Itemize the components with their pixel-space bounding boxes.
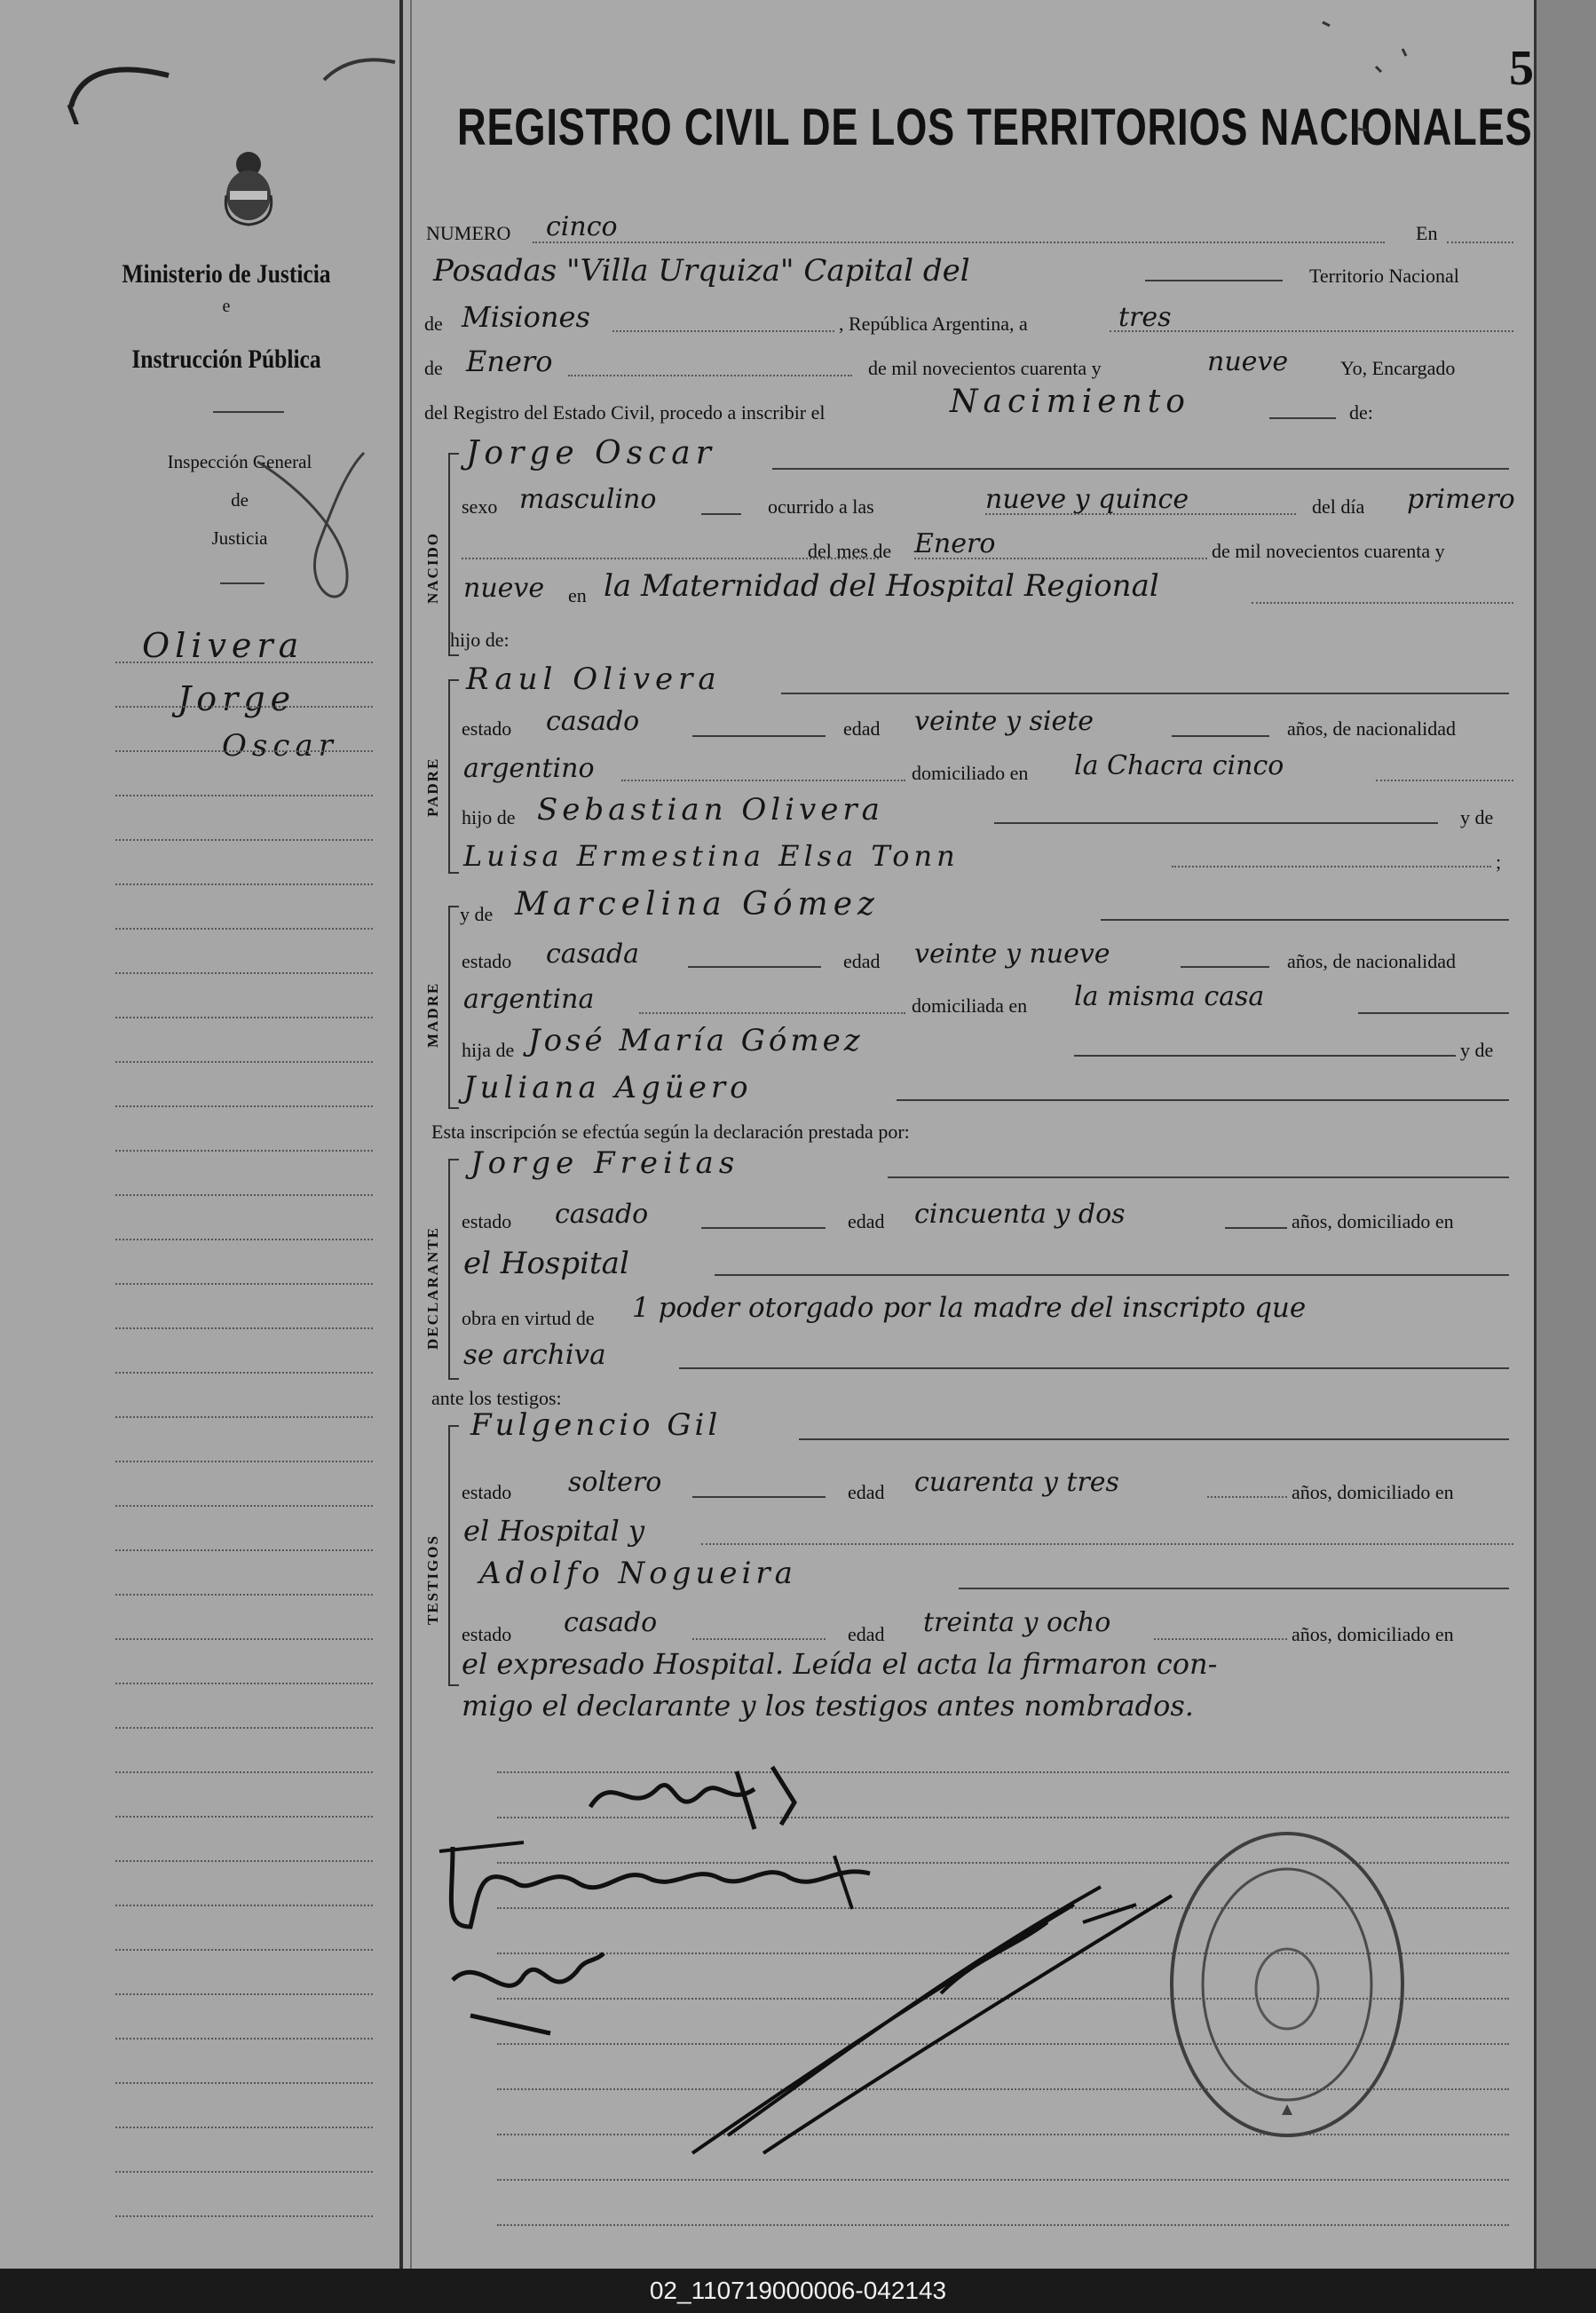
- ministry-line1: Ministerio de Justicia: [122, 259, 331, 289]
- padre-section-label: PADRE: [424, 756, 441, 817]
- inspection-line1: Inspección General: [167, 451, 312, 472]
- numero-label: NUMERO: [426, 222, 511, 244]
- place-value: Posadas "Villa Urquiza" Capital del: [433, 253, 970, 289]
- sidebar-ruled-line: [115, 1905, 373, 1906]
- testigos-intro-label: ante los testigos:: [431, 1387, 562, 1409]
- padre-name: Raul Olivera: [466, 661, 722, 697]
- testigo2-anos-label: años, domiciliado en: [1292, 1623, 1454, 1645]
- madre-edad-label: edad: [843, 950, 881, 972]
- nacido-section-label: NACIDO: [424, 532, 441, 604]
- section-bracket: [448, 679, 459, 874]
- fill-line: [781, 693, 1509, 694]
- madre-anos-label: años, de nacionalidad: [1287, 950, 1456, 972]
- fill-line: [639, 1012, 905, 1014]
- page-number: 5: [1509, 41, 1534, 96]
- fill-line: [1074, 1055, 1456, 1057]
- declarante-intro-label: Esta inscripción se efectúa según la declaración prestada por:: [431, 1121, 910, 1143]
- padre-edad-label: edad: [843, 717, 881, 740]
- section-bracket: [448, 906, 459, 1109]
- padre-hijo-de-label: hijo de: [462, 806, 516, 828]
- sidebar-ruled-line: [115, 1150, 373, 1152]
- testigo2-edad-value: treinta y ocho: [923, 1607, 1111, 1638]
- testigo2-estado-value: casado: [564, 1607, 658, 1638]
- sidebar-ruled-line: [115, 1638, 373, 1640]
- testigo1-edad-label: edad: [848, 1481, 885, 1503]
- padre-anos-label: años, de nacionalidad: [1287, 717, 1456, 740]
- territory-value: Misiones: [462, 300, 590, 334]
- sidebar-ruled-line: [115, 2038, 373, 2040]
- testigo2-name: Adolfo Nogueira: [479, 1556, 797, 1591]
- binding-spine: [399, 0, 403, 2269]
- ministry-line2: Instrucción Pública: [131, 345, 321, 374]
- declarante-estado-value: casado: [555, 1199, 649, 1230]
- madre-name: Marcelina Gómez: [515, 886, 880, 923]
- mes-value: Enero: [914, 528, 996, 559]
- fill-line: [897, 1099, 1509, 1101]
- fill-line: [612, 330, 834, 332]
- fill-line: [1145, 280, 1283, 281]
- declarante-anos-label: años, domiciliado en: [1292, 1210, 1454, 1232]
- testigos-section-label: TESTIGOS: [424, 1534, 441, 1625]
- declarante-edad-value: cincuenta y dos: [914, 1199, 1126, 1230]
- madre-madre-value: Juliana Agüero: [463, 1070, 753, 1105]
- padre-domicilio-value: la Chacra cinco: [1074, 750, 1284, 781]
- testigo1-estado-value: soltero: [568, 1467, 662, 1498]
- padre-estado-label: estado: [462, 717, 512, 740]
- fill-line: [1181, 966, 1269, 968]
- closing-line-2: migo el declarante y los testigos antes nombrados.: [462, 1689, 1194, 1723]
- republica-label: , República Argentina, a: [839, 313, 1028, 335]
- sidebar-ruled-line: [115, 1549, 373, 1551]
- margin-note-surname: Olivera: [142, 626, 304, 665]
- padre-domiciliado-label: domiciliado en: [912, 762, 1029, 784]
- yo-label: Yo, Encargado: [1340, 357, 1456, 379]
- fill-line: [1172, 866, 1491, 867]
- fill-line: [692, 1638, 826, 1640]
- ruled-line: [497, 2224, 1509, 2226]
- sidebar-ruled-line: [115, 1327, 373, 1329]
- testigo2-estado-label: estado: [462, 1623, 512, 1645]
- act-value: Nacimiento: [950, 384, 1190, 420]
- registro-label: del Registro del Estado Civil, procedo a inscribir el: [424, 401, 826, 424]
- hijo-label: hijo de:: [450, 629, 510, 651]
- fill-line: [1269, 417, 1336, 419]
- sidebar-ruled-line: [115, 1949, 373, 1951]
- pencil-mark: [53, 53, 178, 124]
- sidebar-ruled-line: [115, 972, 373, 974]
- testigo1-name: Fulgencio Gil: [470, 1407, 722, 1443]
- madre-padre-value: José María Gómez: [528, 1023, 864, 1058]
- del-dia-label: del día: [1312, 495, 1365, 518]
- madre-hija-de-label: hija de: [462, 1039, 515, 1061]
- official-seal-stamp: [1158, 1820, 1416, 2149]
- madre-domicilio-value: la misma casa: [1074, 981, 1265, 1012]
- testigo2-signature: [435, 1936, 612, 2051]
- fill-line: [679, 1367, 1509, 1369]
- declarante-edad-label: edad: [848, 1210, 885, 1232]
- fill-line: [1110, 330, 1513, 332]
- sidebar-ruled-line: [115, 928, 373, 930]
- testigo1-anos-label: años, domiciliado en: [1292, 1481, 1454, 1503]
- sidebar-ruled-line: [115, 750, 373, 752]
- de-label: de: [424, 313, 443, 335]
- divider: [213, 411, 284, 413]
- testigo2-edad-label: edad: [848, 1623, 885, 1645]
- fill-line: [994, 822, 1438, 824]
- fill-line: [1207, 1496, 1287, 1498]
- section-bracket: [448, 1425, 459, 1686]
- padre-edad-value: veinte y siete: [914, 706, 1094, 737]
- sidebar-ruled-line: [115, 1105, 373, 1107]
- sidebar-ruled-line: [115, 1816, 373, 1818]
- encargado-signature: [675, 1869, 1207, 2171]
- nacido-name: Jorge Oscar: [466, 435, 716, 471]
- sidebar-ruled-line: [115, 1017, 373, 1018]
- padre-nacionalidad-value: argentino: [463, 753, 595, 784]
- sidebar-ruled-line: [115, 661, 373, 663]
- sidebar-ruled-line: [115, 2171, 373, 2173]
- fill-line: [888, 1176, 1509, 1178]
- fill-line: [914, 558, 1207, 559]
- inspection-line2: de: [231, 489, 249, 511]
- pencil-mark-2: [320, 53, 399, 89]
- madre-y-de-label: y de: [460, 903, 494, 925]
- year-value: nueve: [1207, 346, 1289, 377]
- sidebar-ruled-line: [115, 1061, 373, 1063]
- margin-note-given1: Jorge: [178, 679, 296, 718]
- margin-note-given2: Oscar: [222, 728, 338, 764]
- sidebar-ruled-line: [115, 1239, 373, 1240]
- declarante-obra-label: obra en virtud de: [462, 1307, 595, 1329]
- fill-line: [772, 468, 1509, 470]
- declarante-name: Jorge Freitas: [470, 1145, 740, 1181]
- coat-of-arms-icon: [217, 147, 280, 226]
- padre-padre-value: Sebastian Olivera: [537, 792, 884, 828]
- ocurrido-label: ocurrido a las: [768, 495, 874, 518]
- madre-estado-label: estado: [462, 950, 512, 972]
- sidebar-ruled-line: [115, 1993, 373, 1995]
- madre-edad-value: veinte y nueve: [914, 939, 1110, 970]
- sidebar-ruled-line: [115, 1461, 373, 1462]
- sexo-value: masculino: [519, 484, 657, 515]
- madre-section-label: MADRE: [424, 981, 441, 1048]
- sidebar-ruled-line: [115, 2082, 373, 2084]
- fill-line: [1376, 780, 1513, 781]
- padre-y-de-label: y de: [1460, 806, 1494, 828]
- inspection-line3: Justicia: [211, 527, 268, 549]
- fill-line: [692, 1496, 826, 1498]
- testigo1-estado-label: estado: [462, 1481, 512, 1503]
- declarante-signature: [577, 1754, 843, 1834]
- section-bracket: [448, 453, 459, 656]
- sidebar-ruled-line: [115, 1194, 373, 1196]
- fill-line: [1358, 1012, 1509, 1014]
- fill-line: [1154, 1638, 1287, 1640]
- sidebar: [0, 0, 399, 2269]
- nacido-en-label: en: [568, 584, 587, 606]
- page-edge-line: [1534, 0, 1537, 2269]
- sidebar-ruled-line: [115, 1860, 373, 1862]
- fill-line: [1447, 242, 1513, 243]
- document-title: REGISTRO CIVIL DE LOS TERRITORIOS NACIONALES: [457, 99, 1533, 156]
- sidebar-ruled-line: [115, 1283, 373, 1285]
- ministry-and: e: [222, 297, 231, 316]
- page-edge: [1534, 0, 1596, 2269]
- de-colon: de:: [1349, 401, 1373, 424]
- padre-estado-value: casado: [546, 706, 640, 737]
- footer-code: 02_110719000006-042143: [0, 2269, 1596, 2313]
- nacido-mil-label: de mil novecientos cuarenta y: [1212, 540, 1445, 562]
- sidebar-ruled-line: [115, 1416, 373, 1418]
- sidebar-ruled-line: [115, 1505, 373, 1507]
- nacido-year-value: nueve: [463, 573, 545, 604]
- sidebar-ruled-line: [115, 1594, 373, 1596]
- sexo-label: sexo: [462, 495, 498, 518]
- fill-line: [692, 735, 826, 737]
- ink-specks: [1269, 13, 1429, 155]
- declarante-estado-label: estado: [462, 1210, 512, 1232]
- pencil-loop-mark: [249, 435, 373, 613]
- binding-spine-inner: [410, 0, 412, 2269]
- sidebar-ruled-line: [115, 706, 373, 708]
- madre-estado-value: casada: [546, 939, 640, 970]
- fill-line: [688, 966, 821, 968]
- sidebar-ruled-line: [115, 1727, 373, 1729]
- fill-line: [701, 1543, 1513, 1545]
- ruled-line: [497, 2179, 1509, 2181]
- fill-line: [1101, 919, 1509, 921]
- sidebar-ruled-line: [115, 839, 373, 841]
- sidebar-ruled-line: [115, 2127, 373, 2128]
- sidebar-ruled-line: [115, 1372, 373, 1374]
- fill-line: [701, 513, 741, 515]
- madre-y-de-label-2: y de: [1460, 1039, 1494, 1061]
- month-value: Enero: [466, 345, 553, 378]
- sidebar-ruled-line: [115, 1683, 373, 1684]
- fill-line: [959, 1588, 1509, 1589]
- padre-semicolon: ;: [1496, 851, 1502, 873]
- padre-madre-value: Luisa Ermestina Elsa Tonn: [463, 839, 960, 873]
- testigo1-domicilio-value: el Hospital y: [463, 1514, 645, 1548]
- fill-line: [568, 375, 852, 376]
- section-bracket: [448, 1159, 459, 1380]
- sidebar-ruled-line: [115, 795, 373, 796]
- fill-line: [701, 1227, 826, 1229]
- mes-label: del mes de: [808, 540, 892, 562]
- fill-line: [533, 242, 1385, 243]
- declarante-domicilio-value: el Hospital: [463, 1246, 629, 1281]
- territorio-label: Territorio Nacional: [1309, 265, 1459, 287]
- fill-line: [985, 513, 1296, 515]
- declarante-obra-value-2: se archiva: [463, 1339, 606, 1371]
- declarante-section-label: DECLARANTE: [424, 1225, 441, 1350]
- numero-value: cinco: [546, 211, 618, 242]
- sidebar-ruled-line: [115, 883, 373, 885]
- mil-label: de mil novecientos cuarenta y: [868, 357, 1102, 379]
- day-value: tres: [1118, 302, 1172, 333]
- declarante-obra-value: 1 poder otorgado por la madre del inscripto que: [632, 1292, 1307, 1324]
- testigo1-edad-value: cuarenta y tres: [914, 1467, 1119, 1498]
- dia-value: primero: [1407, 484, 1515, 515]
- hora-value: nueve y quince: [985, 484, 1189, 515]
- madre-nacionalidad-value: argentina: [463, 984, 595, 1015]
- fill-line: [799, 1438, 1509, 1440]
- de-label-2: de: [424, 357, 443, 379]
- fill-line: [1252, 602, 1513, 604]
- fill-line: [621, 780, 905, 781]
- fill-line: [1225, 1227, 1287, 1229]
- fill-line: [1172, 735, 1269, 737]
- sidebar-ruled-line: [115, 2215, 373, 2217]
- madre-domiciliada-label: domiciliada en: [912, 994, 1028, 1017]
- fill-line: [715, 1274, 1509, 1276]
- closing-line-1: el expresado Hospital. Leída el acta la firmaron con-: [462, 1647, 1218, 1681]
- en-label: En: [1416, 222, 1438, 244]
- sidebar-ruled-line: [115, 1771, 373, 1773]
- lugar-value: la Maternidad del Hospital Regional: [604, 568, 1159, 604]
